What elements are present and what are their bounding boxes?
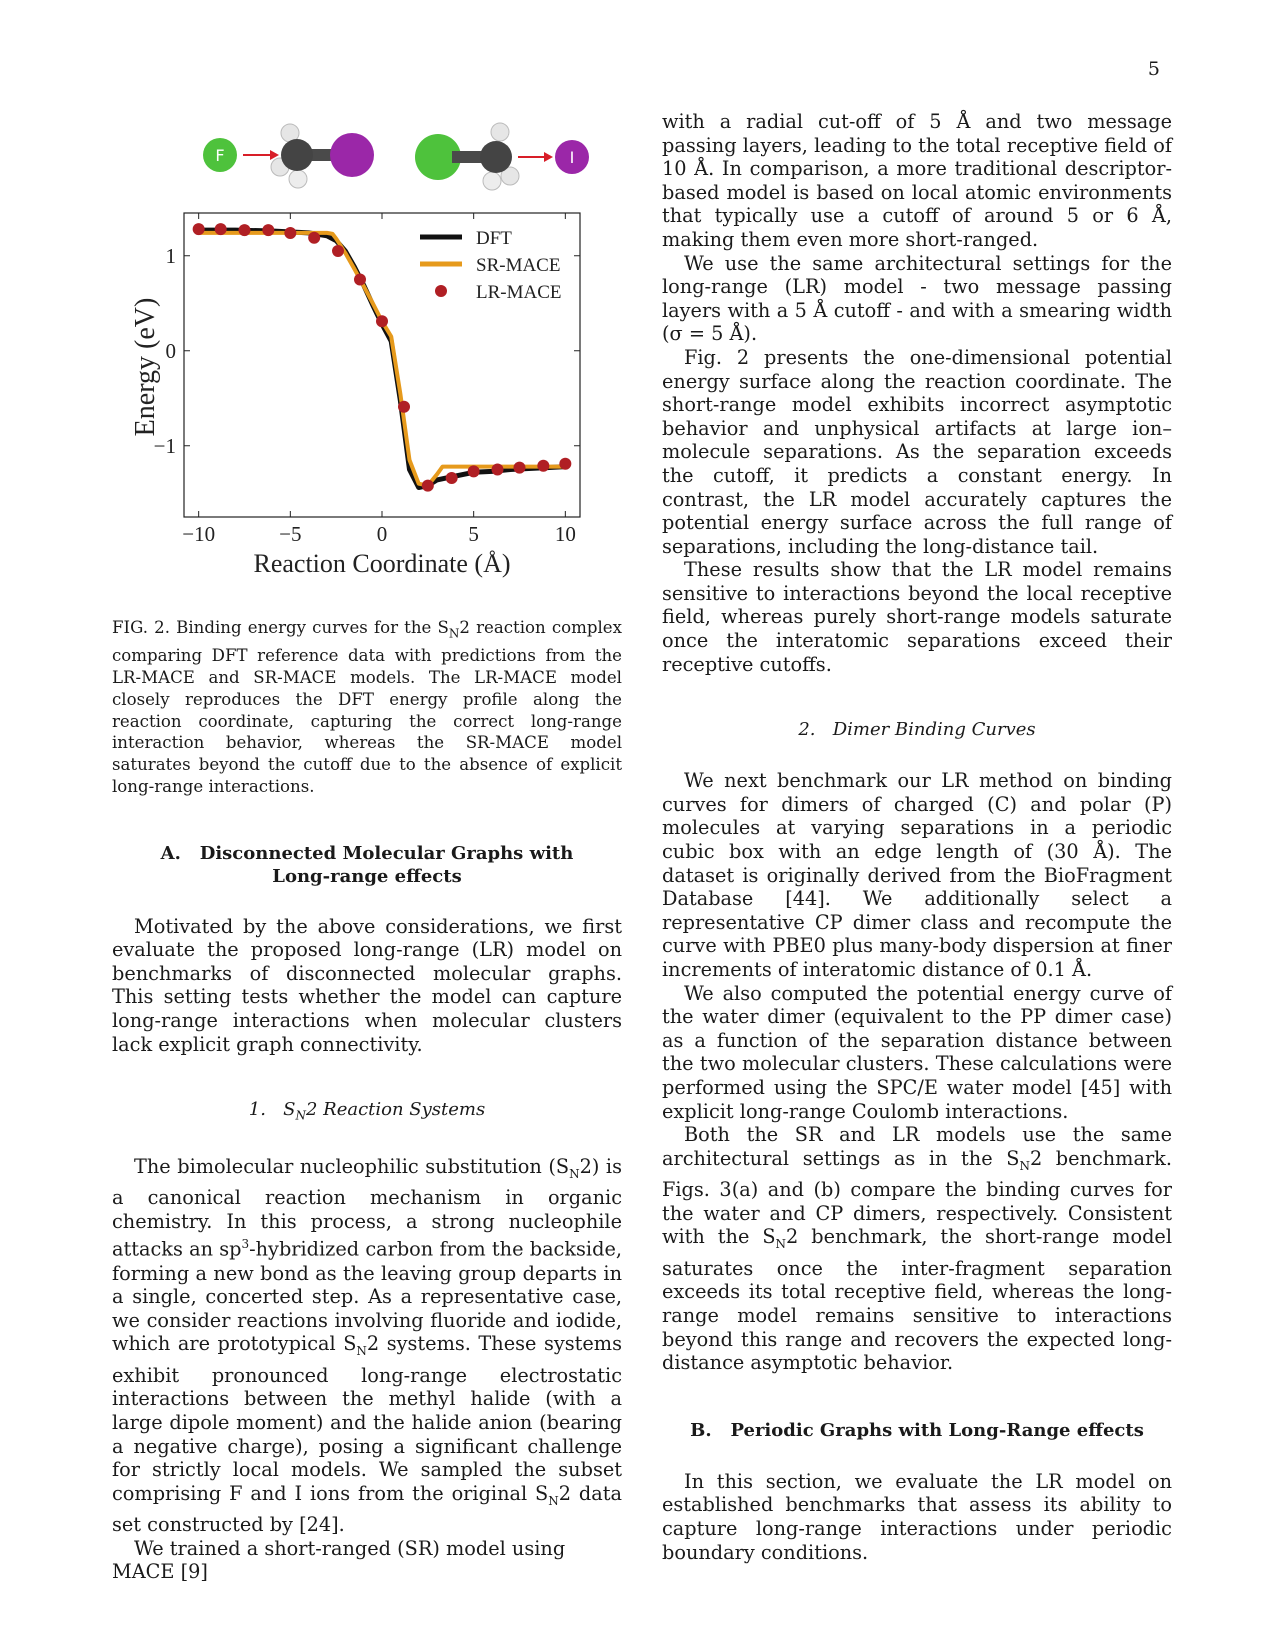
x-tick-label: −10: [182, 522, 216, 546]
iodine-atom: [330, 133, 374, 177]
x-tick-label: 10: [554, 522, 576, 546]
lr-mace-point: [376, 315, 388, 327]
bond: [452, 151, 484, 163]
paragraph: In this section, we evaluate the LR model on established benchmarks that assess its ability to capture long-range interactions under periodic boundary conditions.: [662, 1469, 1172, 1564]
right-column: [662, 110, 1172, 1564]
section-title: Disconnected Molecular Graphs with: [199, 842, 574, 864]
text: Both the SR and LR models use the same architectural settings as in the S: [662, 1123, 1172, 1170]
lr-mace-point: [446, 472, 458, 484]
y-tick-label: −1: [153, 433, 176, 458]
paragraph: with a radial cut-off of 5 Å and two message passing layers, leading to the total receptive field of 10 Å. In comparison, a more traditional descriptor-based model is based on local atomic environments that typically use a cutoff of around 5 or 6 Å, making them even more short-ranged.: [662, 110, 1172, 251]
legend-label: LR-MACE: [476, 282, 562, 303]
iodine-label: I: [569, 148, 575, 167]
text: 2 benchmark, the short-range model saturates once the inter-fragment separation exceeds its total receptive field, whereas the long-range model remains sensitive to interactions beyond this range and recovers the expected long-distance asymptotic behavior.: [662, 1225, 1173, 1375]
lr-mace-point: [239, 224, 251, 236]
x-tick-label: 0: [376, 522, 388, 546]
carbon-atom: [281, 139, 313, 171]
hydrogen-atom: [483, 172, 501, 190]
molecule-illustration-left: [203, 124, 374, 188]
legend: [420, 228, 562, 303]
lr-mace-point: [492, 464, 504, 476]
legend-label: SR-MACE: [476, 255, 561, 276]
lr-mace-point: [514, 462, 526, 474]
lr-mace-point: [422, 480, 434, 492]
lr-mace-point: [284, 227, 296, 239]
caption-subscript: N: [448, 626, 460, 641]
carbon-atom: [480, 141, 512, 173]
figure-caption: [112, 617, 622, 798]
section-title: Periodic Graphs with Long-Range effects: [730, 1419, 1144, 1441]
x-tick-label: −5: [279, 522, 302, 546]
y-tick-label: 0: [165, 338, 176, 363]
paragraph: We use the same architectural settings for the long-range (LR) model - two message passing layers with a 5 Å cutoff - and with a smearing width (σ = 5 Å).: [662, 251, 1172, 346]
caption-text: 2 reaction complex comparing DFT reference data with predictions from the LR-MACE and SR-MACE models. The LR-MACE model closely reproduces the DFT energy profile along the reaction coordinate, capturing the correct long-range interaction behavior, whereas the SR-MACE model saturates beyond the cutoff due to the absence of explicit long-range interactions.: [112, 618, 622, 796]
fluorine-label: F: [215, 146, 225, 165]
section-b-heading: [662, 1419, 1172, 1442]
subscript: N: [548, 1493, 559, 1508]
lr-mace-point: [262, 224, 274, 236]
subsection-subscript: N: [295, 1108, 306, 1123]
lr-mace-point: [468, 465, 480, 477]
trained-paragraph: We trained a short-ranged (SR) model using MACE [9]: [112, 1536, 566, 1584]
figure-2: [112, 105, 622, 625]
sn2-paragraph: [112, 1155, 622, 1537]
section-label: A.: [160, 842, 181, 864]
subsection-title: 2 Reaction Systems: [305, 1099, 486, 1121]
legend-label: DFT: [476, 228, 512, 249]
section-title: Long-range effects: [272, 865, 462, 887]
page-number: 5: [1147, 58, 1160, 80]
section-a-heading: [112, 842, 622, 888]
paragraph: Fig. 2 presents the one-dimensional potential energy surface along the reaction coordinate. The short-range model exhibits incorrect asymptotic behavior and unphysical artifacts at large ion–molecule separations. As the separation exceeds the cutoff, it predicts a constant energy. In contrast, the LR model accurately captures the potential energy surface across the full range of separations, including the long-distance tail.: [662, 345, 1172, 558]
y-axis-label: Energy (eV): [130, 297, 161, 437]
superscript: 3: [241, 1237, 250, 1252]
paragraph: [662, 1123, 1172, 1375]
hydrogen-atom: [289, 170, 307, 188]
text: 2) is a canonical reaction mechanism in organic chemistry. In this process, a strong nucleophile attacks an sp: [112, 1154, 622, 1261]
subscript: N: [569, 1166, 580, 1181]
text: 2 data set constructed by [24].: [112, 1481, 622, 1537]
lr-mace-point: [332, 245, 344, 257]
subscript: N: [356, 1344, 367, 1359]
x-axis-label: Reaction Coordinate (Å): [253, 549, 511, 578]
section-label: B.: [690, 1419, 712, 1441]
subsection-1-heading: [112, 1098, 622, 1128]
text: 2 systems. These systems exhibit pronounced long-range electrostatic interactions between the methyl halide (with a large dipole moment) and the halide anion (bearing a negative charge), posing a significant challenge for strictly local models. We sampled the subset comprising F and I ions from the original S: [112, 1332, 622, 1505]
x-tick-label: 5: [468, 522, 479, 546]
lr-mace-point: [215, 223, 227, 235]
subsection-title: Dimer Binding Curves: [832, 719, 1036, 741]
lr-mace-point: [537, 460, 549, 472]
lr-mace-point: [559, 458, 571, 470]
legend-swatch: [435, 285, 447, 297]
molecule-illustration-right: [415, 123, 589, 190]
text: -hybridized carbon from the backside, forming a new bond as the leaving group departs in a single, concerted step. As a representative case, we consider reactions involving fluoride and iodide, which are prototypical S: [112, 1237, 622, 1356]
sn2-energy-figure: [112, 105, 622, 625]
caption-text: FIG. 2. Binding energy curves for the S: [112, 618, 449, 637]
subscript: N: [1019, 1158, 1030, 1173]
paragraph: We also computed the potential energy curve of the water dimer (equivalent to the PP dimer case) as a function of the separation distance between the two molecular clusters. These calculations were performed using the SPC/E water model [45] with explicit long-range Coulomb interactions.: [662, 981, 1172, 1123]
paragraph: We next benchmark our LR method on binding curves for dimers of charged (C) and polar (P) molecules at varying separations in a periodic cubic box with an edge length of (30 Å). The dataset is originally derived from the BioFragment Database [44]. We additionally select a representative CP dimer class and recompute the curve with PBE0 plus many-body dispersion at finer increments of interatomic distance of 0.1 Å.: [662, 769, 1172, 981]
paragraph: These results show that the LR model remains sensitive to interactions beyond the local receptive field, whereas purely short-range models saturate once the interatomic separations exceed their receptive cutoffs.: [662, 558, 1172, 676]
leave-arrowhead: [544, 152, 553, 162]
subsection-2-heading: [662, 718, 1172, 741]
text: The bimolecular nucleophilic substitution (S: [134, 1154, 570, 1178]
subsection-title: S: [283, 1099, 296, 1121]
y-tick-label: 1: [165, 243, 176, 268]
lr-mace-point: [308, 232, 320, 244]
hydrogen-atom: [491, 123, 509, 141]
subscript: N: [775, 1237, 787, 1252]
lr-mace-point: [354, 274, 366, 286]
subsection-label: 1.: [248, 1099, 266, 1121]
lr-mace-point: [398, 401, 410, 413]
lr-mace-point: [193, 223, 205, 235]
subsection-label: 2.: [798, 719, 816, 741]
section-a-paragraph: Motivated by the above considerations, we first evaluate the proposed long-range (LR) model on benchmarks of disconnected molecular graphs. This setting tests whether the model can capture long-range interactions when molecular clusters lack explicit graph connectivity.: [112, 914, 622, 1056]
text: 2 benchmark. Figs. 3(a) and (b) compare the binding curves for the water and CP dimers, respectively. Consistent with the S: [662, 1146, 1172, 1249]
left-column: [112, 617, 622, 1584]
